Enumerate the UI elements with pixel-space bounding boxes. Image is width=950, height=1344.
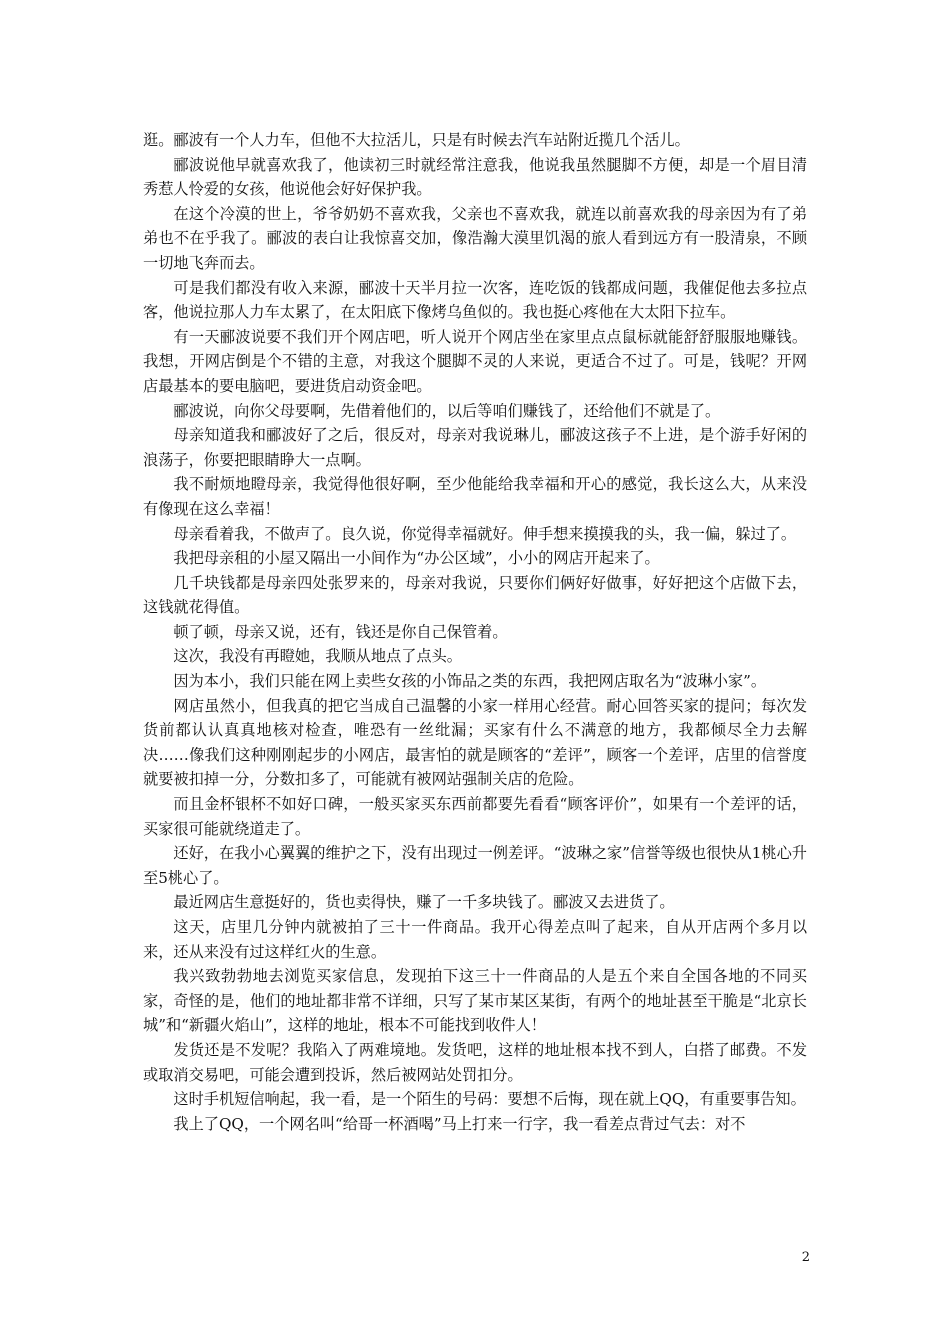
paragraph: 我把母亲租的小屋又隔出一小间作为“办公区域”，小小的网店开起来了。 — [173, 549, 660, 568]
paragraph: 郦波说他早就喜欢我了，他读初三时就经常注意我，他说我虽然腿脚不方便，却是一个眉目清秀惹人怜爱的女孩，他说他会好好保护我。 — [143, 155, 807, 199]
paragraph: 顿了顿，母亲又说，还有，钱还是你自己保管着。 — [173, 622, 508, 641]
paragraph: 在这个冷漠的世上，爷爷奶奶不喜欢我，父亲也不喜欢我，就连以前喜欢我的母亲因为有了弟弟也不在乎我了。郦波的表白让我惊喜交加，像浩瀚大漠里饥渴的旅人看到远方有一股清泉，不顾一切地飞奔而去。 — [143, 204, 807, 272]
paragraph: 有一天郦波说要不我们开个网店吧，听人说开个网店坐在家里点点鼠标就能舒舒服服地赚钱。我想，开网店倒是个不错的主意，对我这个腿脚不灵的人来说，更适合不过了。可是，钱呢？开网店最基本的要电脑吧，要进货启动资金吧。 — [143, 327, 807, 395]
paragraph: 我兴致勃勃地去浏览买家信息，发现拍下这三十一件商品的人是五个来自全国各地的不同买家，奇怪的是，他们的地址都非常不详细，只写了某市某区某街，有两个的地址甚至干脆是“北京长城”和“新疆火焰山”，这样的地址，根本不可能找到收件人！ — [143, 967, 807, 1035]
paragraph: 母亲看着我，不做声了。良久说，你觉得幸福就好。伸手想来摸摸我的头，我一偏，躲过了。 — [173, 524, 797, 543]
paragraph: 母亲知道我和郦波好了之后，很反对，母亲对我说琳儿，郦波这孩子不上进，是个游手好闲的浪荡子，你要把眼睛睁大一点啊。 — [143, 426, 807, 469]
paragraph: 网店虽然小，但我真的把它当成自己温馨的小家一样用心经营。耐心回答买家的提问；每次发货前都认认真真地核对检查，唯恐有一丝纰漏；买家有什么不满意的地方，我都倾尽全力去解决……像我们这种刚刚起步的小网店，最害怕的就是顾客的“差评”，顾客一个差评，店里的信誉度就要被扣掉一分，分数扣多了，可能就有被网站强制关店的危险。 — [143, 696, 807, 789]
paragraph: 发货还是不发呢？我陷入了两难境地。发货吧，这样的地址根本找不到人，白搭了邮费。不发或取消交易吧，可能会遭到投诉，然后被网站处罚扣分。 — [143, 1040, 807, 1084]
page-number: 2 — [801, 1250, 810, 1265]
paragraph: 我不耐烦地瞪母亲，我觉得他很好啊，至少他能给我幸福和开心的感觉，我长这么大，从来没有像现在这么幸福！ — [143, 475, 807, 518]
paragraph: 这天，店里几分钟内就被拍了三十一件商品。我开心得差点叫了起来，自从开店两个多月以来，还从来没有过这样红火的生意。 — [143, 918, 807, 961]
paragraph: 可是我们都没有收入来源，郦波十天半月拉一次客，连吃饭的钱都成问题，我催促他去多拉点客，他说拉那人力车太累了，在太阳底下像烤乌鱼似的。我也挺心疼他在大太阳下拉车。 — [143, 278, 807, 322]
paragraph: 最近网店生意挺好的，货也卖得快，赚了一千多块钱了。郦波又去进货了。 — [173, 893, 675, 912]
paragraph: 这时手机短信响起，我一看，是一个陌生的号码：要想不后悔，现在就上QQ，有重要事告知。 — [173, 1090, 806, 1109]
paragraph: 而且金杯银杯不如好口碑，一般买家买东西前都要先看看“顾客评价”，如果有一个差评的话，买家很可能就绕道走了。 — [143, 795, 807, 838]
paragraph: 这次，我没有再瞪她，我顺从地点了点头。 — [173, 647, 462, 666]
paragraph: 还好，在我小心翼翼的维护之下，没有出现过一例差评。“波琳之家”信誉等级也很快从1桃心升至5桃心了。 — [143, 844, 807, 887]
paragraph: 几千块钱都是母亲四处张罗来的，母亲对我说，只要你们俩好好做事，好好把这个店做下去，这钱就花得值。 — [143, 573, 807, 617]
paragraph: 我上了QQ，一个网名叫“给哥一杯酒喝”马上打来一行字，我一看差点背过气去：对不 — [173, 1114, 746, 1133]
paragraph: 因为本小，我们只能在网上卖些女孩的小饰品之类的东西，我把网店取名为“波琳小家”。 — [173, 672, 767, 691]
paragraph: 逛。郦波有一个人力车，但他不大拉活儿，只是有时候去汽车站附近揽几个活儿。 — [143, 131, 690, 149]
body-text — [143, 128, 807, 1136]
paragraph: 郦波说，向你父母要啊，先借着他们的，以后等咱们赚钱了，还给他们不就是了。 — [173, 401, 721, 420]
